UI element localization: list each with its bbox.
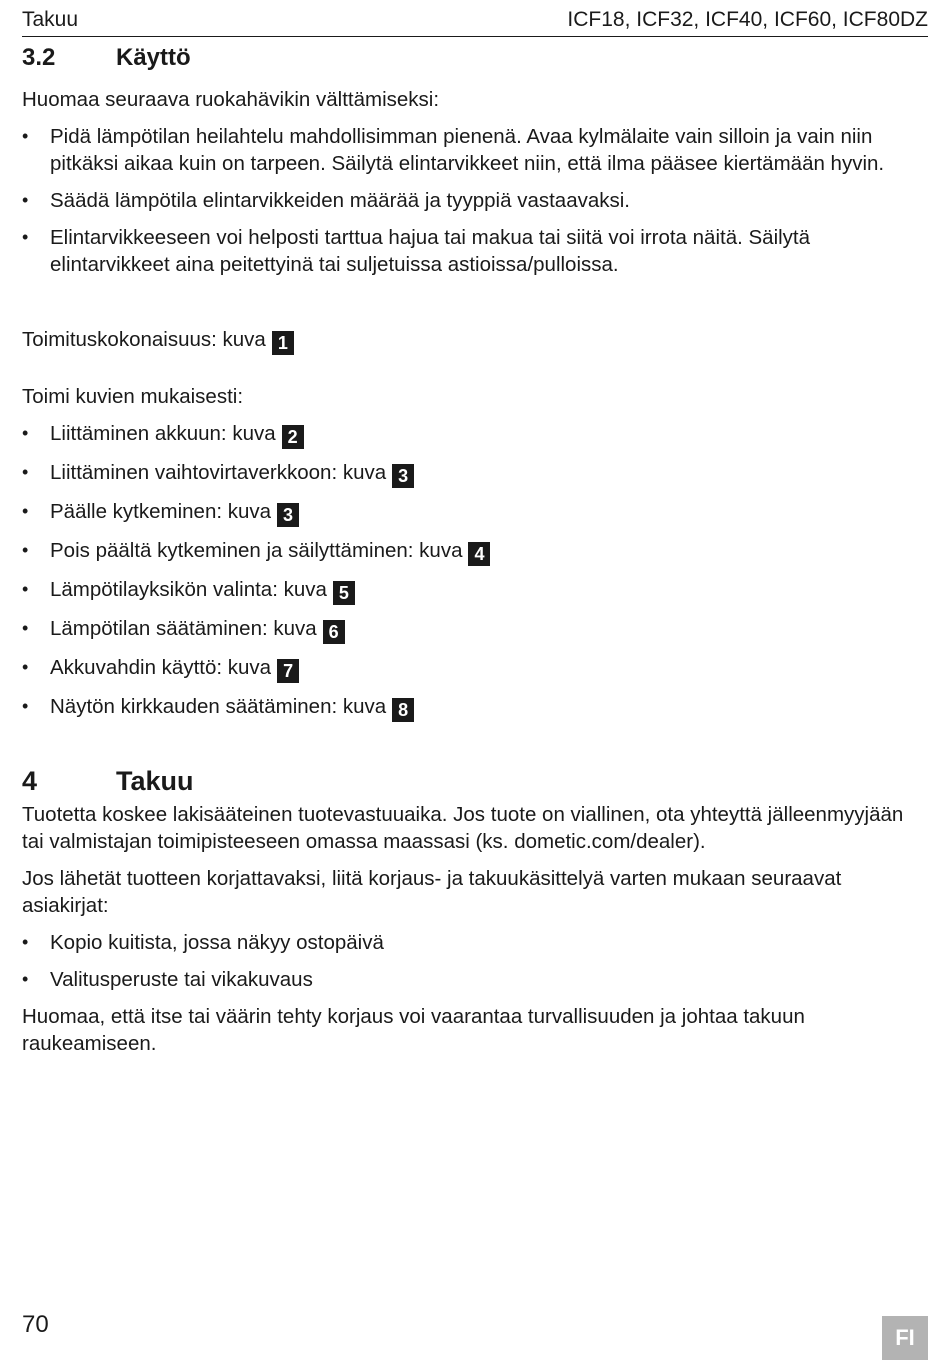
page-header xyxy=(22,6,928,37)
steps-intro: Toimi kuvien mukaisesti: xyxy=(22,385,244,408)
delivery-scope xyxy=(22,326,928,355)
list-item xyxy=(22,459,928,488)
page-content xyxy=(22,42,928,1067)
figure-badge: 4 xyxy=(468,542,490,566)
heading-title: Takuu xyxy=(116,766,194,796)
header-section-title: Takuu xyxy=(22,8,79,31)
heading-number: 4 xyxy=(22,766,38,796)
header-model-list: ICF18, ICF32, ICF40, ICF60, ICF80DZ xyxy=(567,8,928,31)
list-item: • Elintarvikkeeseen voi helposti tarttua hajua tai makua tai siitä voi irrota näitä. Säilytä elintarvikkeet aina peitettyinä tai suljetuissa astioissa/pulloissa. xyxy=(22,224,928,278)
heading-4 xyxy=(22,764,928,798)
page-number: 70 xyxy=(22,1311,49,1338)
figure-badge: 8 xyxy=(392,698,414,722)
figure-badge: 5 xyxy=(333,581,355,605)
figure-badge: 1 xyxy=(272,331,294,355)
list-item: • Säädä lämpötila elintarvikkeiden määrää ja tyyppiä vastaavaksi. xyxy=(22,187,928,214)
food-waste-list xyxy=(22,123,928,278)
list-item xyxy=(22,537,928,566)
list-item: • Pidä lämpötilan heilahtelu mahdollisimman pienenä. Avaa kylmälaite vain silloin ja vain niin pitkäksi aikaa kuin on tarpeen. Säilytä elintarvikkeet niin, että ilma pääsee kiertämään hyvin. xyxy=(22,123,928,177)
warranty-paragraph-3: Huomaa, että itse tai väärin tehty korjaus voi vaarantaa turvallisuuden ja johtaa takuun raukeamiseen. xyxy=(22,1005,805,1055)
heading-number: 3.2 xyxy=(22,44,56,71)
step-text: Akkuvahdin käyttö: kuva xyxy=(50,656,272,679)
documents-list xyxy=(22,929,928,993)
list-item xyxy=(22,654,928,683)
heading-3-2 xyxy=(22,42,928,74)
step-text: Pois päältä kytkeminen ja säilyttäminen: kuva xyxy=(50,539,463,562)
heading-title: Käyttö xyxy=(116,44,191,71)
delivery-text: Toimituskokonaisuus: kuva xyxy=(22,328,266,351)
list-item xyxy=(22,498,928,527)
warranty-paragraph-2: Jos lähetät tuotteen korjattavaksi, liitä korjaus- ja takuukäsittelyä varten mukaan seuraavat asiakirjat: xyxy=(22,867,842,917)
figure-badge: 2 xyxy=(282,425,304,449)
step-text: Lämpötilan säätäminen: kuva xyxy=(50,617,317,640)
step-text: Näytön kirkkauden säätäminen: kuva xyxy=(50,695,387,718)
list-item: • Kopio kuitista, jossa näkyy ostopäivä xyxy=(22,929,928,956)
list-item xyxy=(22,420,928,449)
list-item: • Valitusperuste tai vikakuvaus xyxy=(22,966,928,993)
figure-badge: 6 xyxy=(323,620,345,644)
figure-badge: 7 xyxy=(277,659,299,683)
step-text: Liittäminen akkuun: kuva xyxy=(50,422,276,445)
list-item xyxy=(22,693,928,722)
intro-paragraph: Huomaa seuraava ruokahävikin välttämiseksi: xyxy=(22,88,440,111)
figure-badge: 3 xyxy=(277,503,299,527)
step-text: Liittäminen vaihtovirtaverkkoon: kuva xyxy=(50,461,387,484)
step-text: Päälle kytkeminen: kuva xyxy=(50,500,272,523)
list-item xyxy=(22,615,928,644)
list-item xyxy=(22,576,928,605)
language-tab: FI xyxy=(882,1316,928,1360)
figure-badge: 3 xyxy=(392,464,414,488)
warranty-paragraph-1: Tuotetta koskee lakisääteinen tuotevastuuaika. Jos tuote on viallinen, ota yhteyttä jälleenmyyjään tai valmistajan toimipisteeseen omassa maassasi (ks. dometic.com/dealer). xyxy=(22,803,904,853)
step-text: Lämpötilayksikön valinta: kuva xyxy=(50,578,327,601)
steps-list xyxy=(22,420,928,722)
